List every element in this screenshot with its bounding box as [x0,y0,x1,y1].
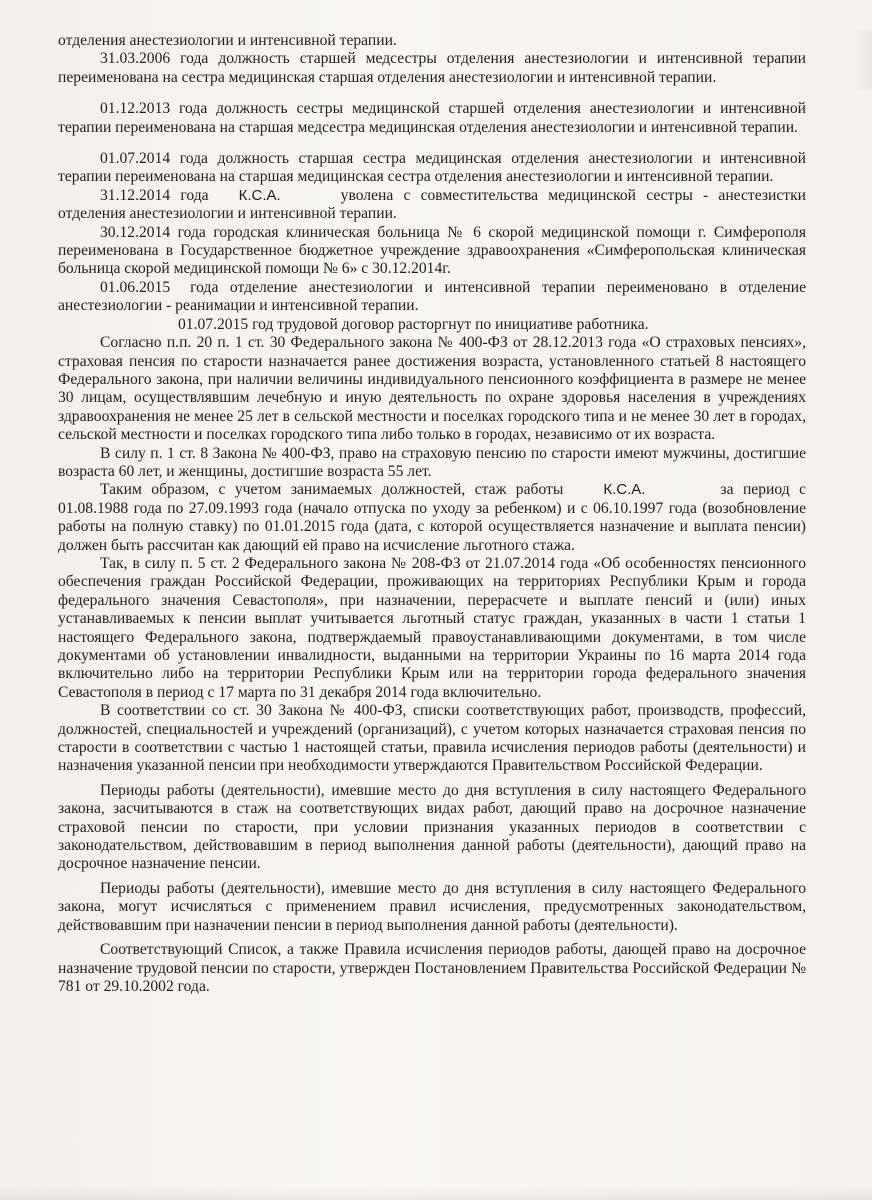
paragraph-7-text: года отделение анестезиологии и интенсивной терапии переименовано в отделение анестезиологии - реанимации и интенсивной терапии. [58,278,806,315]
paragraph-5-text: уволена с совместительства медицинской сестры - анестезистки отделения анестезиологии и интенсивной терапии. [58,186,806,223]
paragraph-10: В силу п. 1 ст. 8 Закона № 400-ФЗ, право на страховую пенсию по старости имеют мужчины, достигшие возраста 60 лет, и женщины, достигшие возраста 55 лет. [58,444,806,480]
paragraph-7-date: 01.06.2015 [100,278,171,296]
paragraph-11-text-a: Таким образом, с учетом занимаемых должностей, стаж работы [100,481,564,499]
redacted-name: К.С.А. [238,186,281,204]
paragraph-15: Периоды работы (деятельности), имевшие место до дня вступления в силу настоящего Федерального закона, могут исчисляться с применением правил исчисления, предусмотренных законодательством, действовавшим при назначении пенсии в период выполнения данной работы (деятельности). [58,879,806,934]
paragraph-6: 30.12.2014 года городская клиническая больница № 6 скорой медицинской помощи г. Симферополя переименована в Государственное бюджетное учреждение здравоохранения «Симферопольская клиническая больница скорой медицинской помощи № 6» с 30.12.2014г. [58,223,806,278]
document-body [58,32,806,996]
paragraph-7 [58,279,806,316]
paragraph-5 [58,187,806,224]
paragraph-2: 31.03.2006 года должность старшей медсестры отделения анестезиологии и интенсивной терапии переименована на сестра медицинская старшая отделения анестезиологии и интенсивной терапии. [58,50,806,86]
paragraph-14: Периоды работы (деятельности), имевшие место до дня вступления в силу настоящего Федерального закона, засчитываются в стаж на соответствующих видах работ, дающий право на досрочное назначение страховой пенсии по старости, при условии признания указанных периодов в соответствии с законодательством, действовавшим в период выполнения данной работы (деятельности), дающий право на досрочное назначение пенсии. [58,781,806,873]
paragraph-11 [58,481,806,555]
paragraph-1: отделения анестезиологии и интенсивной терапии. [58,32,397,49]
scan-edge [0,1186,872,1200]
paragraph-8: 01.07.2015 год трудовой договор расторгнут по инициативе работника. [178,315,649,333]
paragraph-4: 01.07.2014 года должность старшая сестра медицинская отделения анестезиологии и интенсивной терапии переименована на старшая медицинская сестра отделения анестезиологии и интенсивной терапии. [58,150,806,186]
paragraph-11-text-b: за период с 01.08.1988 года по 27.09.1993 года (начало отпуска по уходу за ребенком) и с 06.10.1997 года (возобновление работы на полную ставку) по 01.01.2015 года (дата, с которой осуществляется назначение и выплата пенсии) должен быть рассчитан как дающий ей право на исчисление льготного стажа. [58,481,806,554]
paragraph-16: Соответствующий Список, а также Правила исчисления периодов работы, дающей право на досрочное назначение трудовой пенсии по старости, утвержден Постановлением Правительства Российской Федерации № 781 от 29.10.2002 года. [58,941,806,995]
redacted-name-2: К.С.А. [603,481,646,499]
paragraph-3: 01.12.2013 года должность сестры медицинской старшей отделения анестезиологии и интенсивной терапии переименована на старшая медсестра медицинская отделения анестезиологии и интенсивной терапии. [58,100,806,136]
paragraph-9: Согласно п.п. 20 п. 1 ст. 30 Федерального закона № 400-ФЗ от 28.12.2013 года «О страховых пенсиях», страховая пенсия по старости назначается ранее достижения возраста, установленного статьей 8 настоящего Федерального закона, при наличии величины индивидуального пенсионного коэффициента в размере не менее 30 лицам, осуществлявшим лечебную и иную деятельность по охране здоровья населения в учреждениях здравоохранения не менее 25 лет в сельской местности и поселках городского типа и не менее 30 лет в городах, сельской местности и поселках городского типа либо только в городах, независимо от их возраста. [58,334,806,444]
paragraph-12: Так, в силу п. 5 ст. 2 Федерального закона № 208-ФЗ от 21.07.2014 года «Об особенностях пенсионного обеспечения граждан Российской Федерации, проживающих на территориях Республики Крым и города федерального значения Севастополя», при назначении, перерасчете и выплате пенсий и (или) иных устанавливаемых к пенсии выплат учитывается льготный статус граждан, указанных в части 1 статьи 1 настоящего Федерального закона, подтверждаемый правоустанавливающими документами, в том числе документами об установлении инвалидности, выданными на территории Украины по 16 марта 2014 года включительно либо на территории Республики Крым или на территории города федерального значения Севастополя в период с 17 марта по 31 декабря 2014 года включительно. [58,554,806,701]
paragraph-5-date: 31.12.2014 года [100,186,209,204]
paragraph-13: В соответствии со ст. 30 Закона № 400-ФЗ, списки соответствующих работ, производств, профессий, должностей, специальностей и учреждений (организаций), с учетом которых назначается страховая пенсия по старости в соответствии с частью 1 настоящей статьи, правила исчисления периодов работы (деятельности) и назначения указанной пенсии при необходимости утверждаются Правительством Российской Федерации. [58,702,806,775]
scan-shadow [854,30,872,90]
